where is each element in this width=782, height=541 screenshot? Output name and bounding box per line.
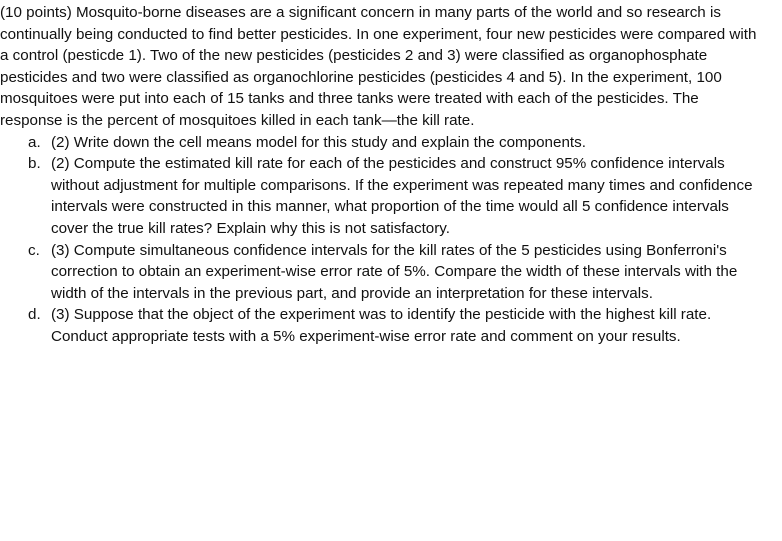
problem-part-b (0, 153, 760, 239)
problem-document (0, 2, 760, 348)
part-text: (2) Compute the estimated kill rate for each of the pesticides and construct 95% confidence intervals without adjustment for multiple comparisons. If the experiment was repeated many times and confidence intervals were constructed in this manner, what proportion of the time would all 5 confidence intervals cover the true kill rates? Explain why this is not satisfactory. (51, 155, 753, 237)
part-text: (3) Compute simultaneous confidence intervals for the kill rates of the 5 pesticides using Bonferroni's correction to obtain an experiment-wise error rate of 5%. Compare the width of these intervals with the width of the intervals in the previous part, and provide an interpretation for these intervals. (51, 241, 738, 302)
problem-intro: (10 points) Mosquito-borne diseases are a significant concern in many parts of the world and so research is continually being conducted to find better pesticides. In one experiment, four new pesticides were compared with a control (pesticde 1). Two of the new pesticides (pesticides 2 and 3) were classified as organophosphate pesticides and two were classified as organochlorine pesticides (pesticides 4 and 5). In the experiment, 100 mosquitoes were put into each of 15 tanks and three tanks were treated with each of the pesticides. The response is the percent of mosquitoes killed in each tank—the kill rate. (0, 4, 757, 129)
part-marker: c. (28, 241, 40, 259)
part-marker: d. (28, 306, 41, 324)
part-text: (2) Write down the cell means model for this study and explain the components. (51, 133, 586, 151)
problem-part-c (0, 240, 760, 305)
part-text: (3) Suppose that the object of the experiment was to identify the pesticide with the highest kill rate. Conduct appropriate tests with a 5% experiment-wise error rate and comment on your results. (51, 306, 712, 345)
problem-parts-list (0, 132, 760, 348)
problem-part-a (0, 132, 760, 154)
part-marker: a. (28, 133, 41, 151)
problem-part-d (0, 304, 760, 347)
part-marker: b. (28, 155, 41, 173)
